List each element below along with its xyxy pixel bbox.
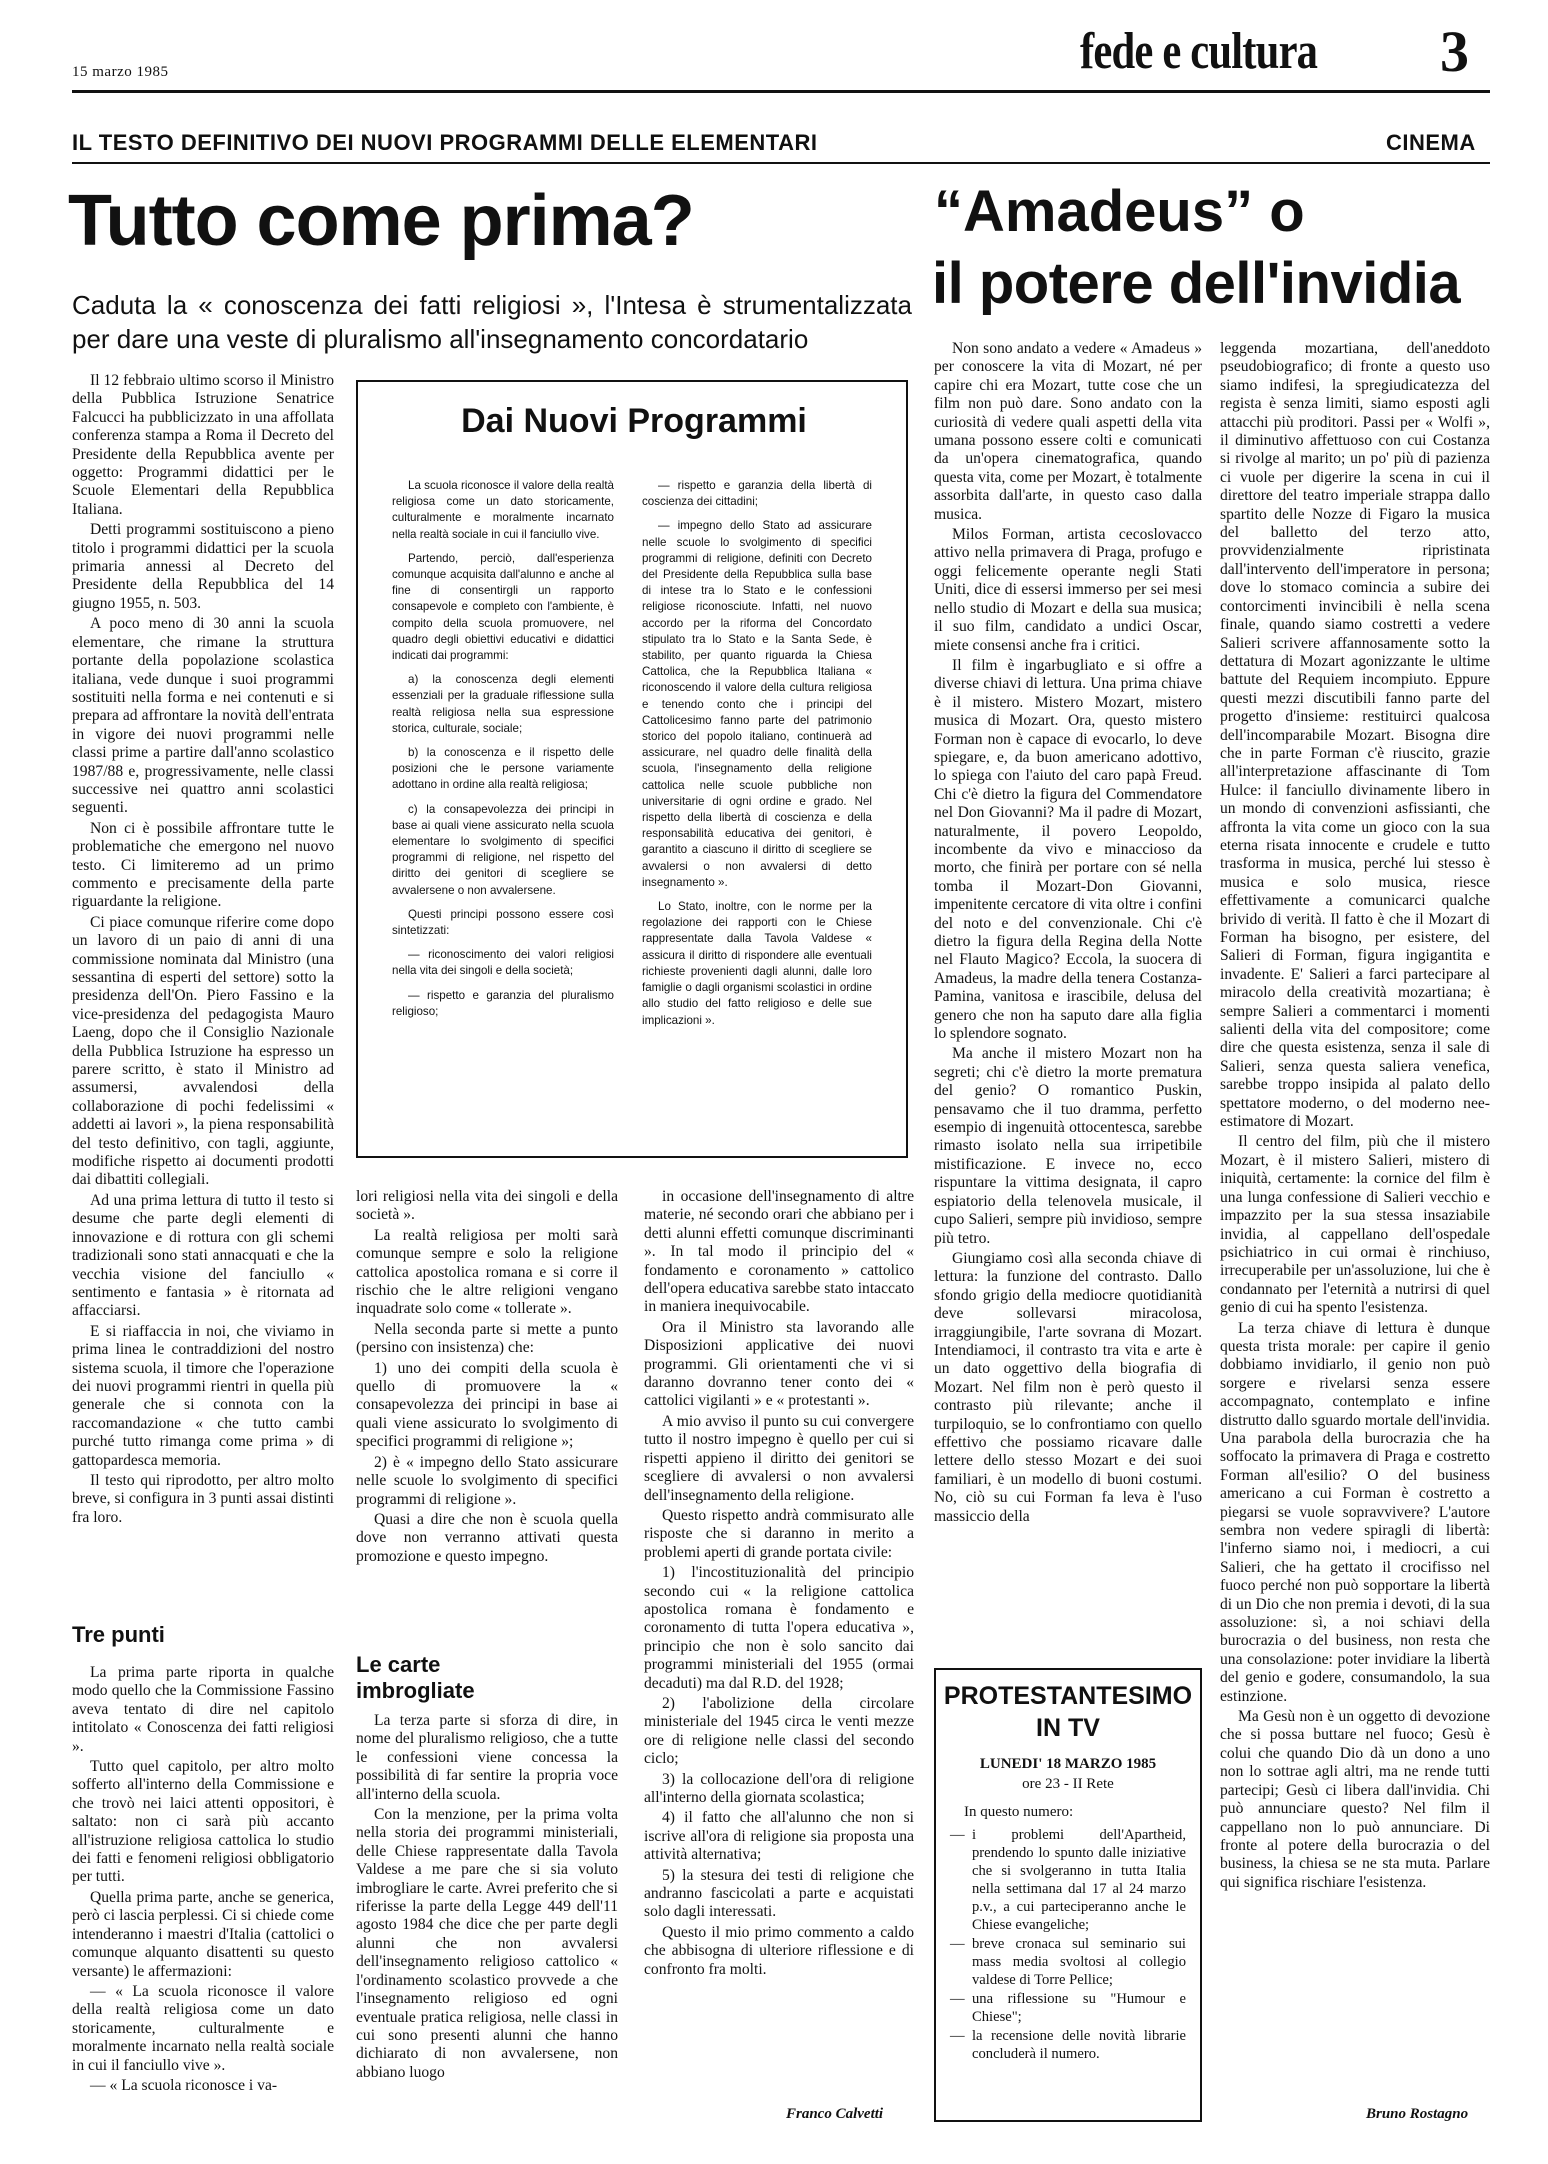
box-paragraph: b) la conoscenza e il rispetto delle posizioni che le persone variamente adottano in ordine alla realtà religiosa; <box>392 746 614 792</box>
heading-tre-punti: Tre punti <box>72 1622 165 1647</box>
tv-items <box>950 1826 1186 2063</box>
paragraph: Il 12 febbraio ultimo scorso il Ministro della Pubblica Istruzione Senatrice Falcucci ha pubblicizzato in una affollata conferenza stampa a Roma il Decreto del Presidente della Repubblica avente per oggetto: Programmi didattici per le Scuole Elementari della Repubblica Italiana. <box>72 372 334 518</box>
box-paragraph: Partendo, perciò, dall'esperienza comunque acquisita dall'alunno e anche al fine di consentirgli un rapporto consapevole e completo con l'ambiente, è compito della scuola promuovere, nel quadro degli obiettivi educativi e didattici indicati dai programmi: <box>392 551 614 663</box>
paragraph: Non sono andato a vedere « Amadeus » per conoscere la vita di Mozart, né per capire chi era Mozart, tutte cose che un film non può dare. Sono andato con la curiosità di vedere quali aspetti della vita umana possono essere colti e comunicati da un'opera cinematografica, quando questa vita, come per Mozart, è totalmente assorbita dall'arte, in questo caso dalla musica. <box>934 340 1202 523</box>
paragraph: 1) l'incostituzionalità del principio secondo cui « la religione cattolica apostolica romana è fondamento e coronamento di tutta l'opera educativa », principio che non è solo sancito dai programmi ministeriali del 1955 (ormai decaduti) ma dal R.D. del 1928; <box>644 1564 914 1692</box>
programmi-box <box>356 380 908 1158</box>
paragraph: — « La scuola riconosce i va- <box>90 2076 278 2094</box>
masthead-rule <box>72 90 1490 93</box>
paragraph: Ci piace comunque riferire come dopo un lavoro di un paio di anni di una commissione nominata dal Ministro (una sessantina di esperti del settore) sotto la presidenza dell'On. Piero Fassino e la vice-presidenza del pedagogista Mauro Laeng, dopo che il Consiglio Nazionale della Pubblica Istruzione ha espresso un parere scritto, è stato il Ministro ad assumersi, avvalendosi della collaborazione di pochi fedelissimi « addetti ai lavori », la piena responsabilità del testo definitivo, con tagli, aggiunte, modifiche rispetto ai documenti prodotti dai dibattiti collegiali. <box>72 913 334 1189</box>
paragraph: Ora il Ministro sta lavorando alle Disposizioni applicative dei nuovi programmi. Gli orientamenti che vi si daranno dovranno tener conto dei « cattolici vigilanti » e « protestanti ». <box>644 1318 914 1410</box>
box-paragraph: — impegno dello Stato ad assicurare nelle scuole lo svolgimento di specifici programmi di religione, definiti con Decreto del Presidente della Repubblica sulla base di intese tra lo Stato e le confessioni religiose riconosciute. Infatti, nel nuovo accordo per la riforma del Concordato stipulato tra lo Stato e la Santa Sede, è stabilito, per quanto riguarda la Chiesa Cattolica, che la Repubblica Italiana « riconoscendo il valore della cultura religiosa e tenendo conto che i principi del Cattolicesimo fanno parte del patrimonio storico del popolo italiano, continuerà ad assicurare, nel quadro delle finalità della scuola, l'insegnamento della religione cattolica nelle scuole pubbliche non universitarie di ogni ordine e grado. Nel rispetto della libertà di coscienza e della responsabilità educativa dei genitori, è garantito a ciascuno il diritto di scegliere se avvalersi o non avvalersi di detto insegnamento ». <box>642 519 872 889</box>
article-kicker: IL TESTO DEFINITIVO DEI NUOVI PROGRAMMI DELLE ELEMENTARI <box>72 130 818 155</box>
paragraph: Quasi a dire che non è scuola quella dove non verranno attivati questa promozione e questo impegno. <box>356 1510 618 1565</box>
paragraph: 1) uno dei compiti della scuola è quello di promuovere la « consapevolezza dei principi in base ai quali viene assicurato lo svolgimento di specifici programmi di religione »; <box>356 1359 618 1451</box>
heading-le-carte: Le carte imbrogliate <box>356 1652 475 1703</box>
tv-intro: In questo numero: <box>964 1804 1074 1820</box>
cinema-title-line2: il potere dell'invidia <box>932 251 1461 316</box>
paragraph: 5) la stesura dei testi di religione che andranno fascicolati a parte e acquistati solo dagli interessati. <box>644 1866 914 1921</box>
paragraph: Ad una prima lettura di tutto il testo si desume che parte degli elementi di innovazione e di rottura con gli schemi tradizionali sono stati annacquati e che la vecchia visione del fanciullo « sentimento e fantasia » è ritornata ad affacciarsi. <box>72 1191 334 1320</box>
box-col-2 <box>642 478 872 1148</box>
paragraph: 4) il fatto che all'alunno che non si iscrive all'ora di religione sia proposta una attività alternativa; <box>644 1809 914 1864</box>
paragraph: Il centro del film, più che il mistero Mozart, è il mistero Salieri, mistero di iniquità, certamente: la cornice del film è una lunga confessione di Salieri vecchio e impazzito per la sua stessa insaziabile invidia, al cappellano dell'ospedale psichiatrico in cui ormai è rinchiuso, irrecuperabile per un'assoluzione, lui che è condannato per l'eternità a nutrirsi di quel genio di cui ha spento l'esistenza. <box>1220 1133 1490 1317</box>
box-paragraph: — riconoscimento dei valori religiosi nella vita dei singoli e della società; <box>392 948 614 978</box>
tv-item: — i problemi dell'Apartheid, prendendo lo spunto dalle iniziative che si svolgeranno in tutta Italia nella settimana dal 17 al 24 marzo p.v., a cui parteciperanno anche le Chiese evangeliche; <box>950 1827 1186 1933</box>
right-col-1 <box>934 340 1202 1658</box>
paragraph: Milos Forman, artista cecoslovacco attivo nella primavera di Praga, profugo e oggi felicemente operante negli Stati Uniti, dice di essersi immerso per sei mesi nello studio di Mozart e della sua musica; il suo film, candidato a undici Oscar, miete consensi anche fra i critici. <box>934 526 1202 654</box>
tv-time: ore 23 - II Rete <box>1022 1776 1114 1792</box>
box-paragraph: Questi principi possono essere così sintetizzati: <box>392 907 614 938</box>
paragraph: Non ci è possibile affrontare tutte le problematiche che emergono nel nuovo testo. Ci limiteremo ad un primo commento e precisamente della parte riguardante la religione. <box>72 819 334 911</box>
paragraph: Quella prima parte, anche se generica, però ci lascia perplessi. Ci si chiede come intenderanno i maestri d'Italia (cattolici o comunque alquanto disattenti su questo versante) le affermazioni: <box>72 1888 334 1980</box>
page-number: 3 <box>1440 19 1469 84</box>
tv-box-title-2: IN TV <box>1036 1714 1100 1742</box>
paragraph: — « La scuola riconosce il valore della realtà religiosa come un dato storicamente, culturalmente e moralmente incarnato nella realtà sociale in cui il fanciullo vive ». <box>72 1982 334 2074</box>
left-col-2 <box>356 1188 618 1632</box>
tv-item: — breve cronaca sul seminario sui mass media svoltosi al collegio valdese di Torre Pellice; <box>950 1936 1186 1988</box>
section-title: fede e cultura <box>1080 23 1318 80</box>
box-paragraph: — rispetto e garanzia del pluralismo religioso; <box>392 988 614 1018</box>
left-col-3 <box>644 1188 914 2098</box>
left-col-1-lower <box>72 1664 334 2120</box>
issue-date: 15 marzo 1985 <box>72 64 169 80</box>
signature-calvetti: Franco Calvetti <box>786 2106 884 2122</box>
paragraph: in occasione dell'insegnamento di altre materie, né secondo orari che abbiano per i detti alunni effetti comunque discriminanti ». In tal modo il principio del « fondamento e coronamento » cattolico dell'opera educativa sarebbe stato intaccato in maniera inequivocabile. <box>644 1188 914 1316</box>
box-title: Dai Nuovi Programmi <box>461 402 807 440</box>
paragraph: Nella seconda parte si mette a punto (persino con insistenza) che: <box>356 1320 618 1357</box>
cinema-title-line1: “Amadeus” o <box>934 179 1305 244</box>
paragraph: A poco meno di 30 anni la scuola elementare, che rimane la struttura portante della popolazione scolastica italiana, vede dunque i suoi programmi sostituiti nella forma e nei contenuti e si prepara ad affrontare la novità dell'entrata in vigore dei nuovi programmi nelle classi prime a partire dall'anno scolastico 1987/88 e, progressivamente, nelle classi successive nei quattro anni scolastici seguenti. <box>72 615 334 817</box>
paragraph: 2) l'abolizione della circolare ministeriale del 1945 circa le venti mezze ore di religione nelle classi del secondo ciclo; <box>644 1694 914 1768</box>
paragraph: Tutto quel capitolo, per altro molto sofferto all'interno della Commissione e che trovò nei laici attenti oppositori, è saltato: non ci sarà più accanto all'istruzione religiosa cattolica lo studio dei fatti e fenomeni religiosi obbligatorio per tutti. <box>72 1758 334 1886</box>
paragraph: Questo rispetto andrà commisurato alle risposte che si daranno in merito a problemi aperti di grande portata civile: <box>644 1506 914 1561</box>
paragraph: Ma anche il mistero Mozart non ha segreti; chi c'è dietro la morte prematura del genio? O romantico Puskin, pensavamo che il tuo dramma, perfetto esempio di ingenuità ottocentesca, sarebbe rimasto isolato nella sua irripetibile mistificazione. E invece no, ecco rispuntare la vittima designata, il capro espiatorio della telenovela musicale, il cupo Salieri, sempre più invidioso, sempre più tetro. <box>934 1045 1202 1247</box>
box-paragraph: La scuola riconosce il valore della realtà religiosa come un dato storicamente, culturalmente e moralmente incarnato nella realtà sociale in cui il fanciullo vive. <box>392 479 614 541</box>
box-paragraph: c) la consapevolezza dei principi in base ai quali viene assicurato nella scuola elementare lo svolgimento di specifici programmi di religione, nel rispetto del diritto dei genitori di scegliere se avvalersene o non avvalersene. <box>392 802 614 897</box>
box-paragraph: a) la conoscenza degli elementi essenziali per la graduale riflessione sulla realtà religiosa nella sua espressione storica, culturale, sociale; <box>392 673 614 735</box>
paragraph: 3) la collocazione dell'ora di religione all'interno della giornata scolastica; <box>644 1770 914 1806</box>
paragraph: Ma Gesù non è un oggetto di devozione che si possa buttare nel fuoco; Gesù è colui che quando Dio dà un dono a uno non lo sottrae agli altri, ma ne rende tutti partecipi; Gesù ci libera dall'invidia. Chi può annunciare questo? Nel film il cappellano non lo può annunciare. Di fronte al potere della burocrazia o del business, la chiesa se ne sta muta. Parlare qui significa rischiare l'esistenza. <box>1220 1708 1490 1891</box>
signature-rostagno: Bruno Rostagno <box>1366 2106 1469 2122</box>
tv-date: LUNEDI' 18 MARZO 1985 <box>979 1756 1157 1772</box>
paragraph: La terza parte si sforza di dire, in nome del pluralismo religioso, che a tutte le confessioni viene concessa la possibilità di far sentire la propria voce all'interno della scuola. <box>356 1712 618 1803</box>
paragraph: La prima parte riporta in qualche modo quello che la Commissione Fassino aveva tentato di dire nel capitolo intitolato « Conoscenza dei fatti religiosi ». <box>72 1664 334 1755</box>
box-paragraph: — rispetto e garanzia della libertà di coscienza dei cittadini; <box>642 479 872 509</box>
paragraph: Giungiamo così alla seconda chiave di lettura: la funzione del contrasto. Dallo sfondo grigio della mediocre quotidianità deve sollevarsi miracolosa, irraggiungibile, l'arte sovrana di Mozart. Intendiamoci, il contrasto tra vita e arte è un dato oggettivo della biografia di Mozart. Nel film non è però questo il contrasto più rilevante; anche il turpiloquio, se lo confrontiamo con quello effettivo che possiamo ricavare dalle lettere dello stesso Mozart e dei suoi familiari, è un modello di buoni costumi. No, ciò su cui Forman fa leva è l'uso massiccio della <box>934 1249 1202 1525</box>
right-kicker: CINEMA <box>1386 130 1476 155</box>
article-subtitle: Caduta la « conoscenza dei fatti religiosi », l'Intesa è strumentalizzata per dare una veste di pluralismo all'insegnamento concordatario <box>72 290 912 354</box>
paragraph: 2) è « impegno dello Stato assicurare nelle scuole lo svolgimento di specifici programmi di religione ». <box>356 1453 618 1508</box>
paragraph: Il film è ingarbugliato e si offre a diverse chiavi di lettura. Una prima chiave è il mistero. Mistero Mozart, mistero musica di Mozart. Ora, questo mistero Forman non è capace di evocarlo, lo deve spiegare, e, da buon americano adottivo, lo spiega con l'aiuto del caro papà Freud. Chi c'è dietro la figura del Commendatore nel Don Giovanni? Ma il padre di Mozart, naturalmente, il povero Leopoldo, incombente da vivo e minaccioso da morto, che finirà per portare con sé nella tomba il Mozart-Don Giovanni, impenitente cercatore di vita oltre i confini del noto e del convenzionale. Chi c'è dietro la figura della Regina della Notte nel Flauto Magico? Eccola, la suocera di Amadeus, la madre della tenera Costanza-Pamina, vanitosa e irascibile, delusa del genero che non ha saputo dare alla figlia lo splendore sognato. <box>934 656 1202 1043</box>
paragraph: Con la menzione, per la prima volta nella storia dei programmi ministeriali, delle Chiese rappresentate dalla Tavola Valdese a me pare che si sia voluto imbrogliare le carte. Avrei preferito che si riferisse la parte della Legge 449 dell'11 agosto 1984 che dice che per parte degli alunni che non avvalersi dell'insegnamento religioso cattolico « l'ordinamento scolastico provvede a che l'insegnamento religioso ed ogni eventuale pratica religiosa, nelle classi in cui sono presenti alunni che hanno dichiarato di non avvalersene, non abbiano luogo <box>356 1806 618 2081</box>
paragraph: lori religiosi nella vita dei singoli e della società ». <box>356 1188 618 1224</box>
tv-box <box>934 1668 1202 2122</box>
kicker-rule <box>72 162 1490 164</box>
left-col-1 <box>72 372 334 1542</box>
article-title: Tutto come prima? <box>68 181 694 261</box>
left-col-2-lower <box>356 1712 618 2120</box>
paragraph: La realtà religiosa per molti sarà comunque sempre e solo la religione cattolica apostolica romana e si corre il rischio che le altre religioni vengano inquadrate solo come « tollerate ». <box>356 1226 618 1318</box>
tv-item: — la recensione delle novità librarie concluderà il numero. <box>950 2028 1186 2062</box>
box-paragraph: Lo Stato, inoltre, con le norme per la regolazione dei rapporti con le Chiese rappresentate dalla Tavola Valdese « assicura il diritto di rispondere alle eventuali richieste provenienti dagli alunni, dalle loro famiglie o dagli organismi scolastici in ordine allo studio del fatto religioso e delle sue implicazioni ». <box>642 900 872 1027</box>
right-col-2 <box>1220 340 1490 2100</box>
paragraph: leggenda mozartiana, dell'aneddoto pseudobiografico; di fronte a questo uso siamo indifesi, la spregiudicatezza del regista è senza limiti, siamo esposti agli attacchi più proditori. Passi per « Wolfi », il diminutivo affettuoso con cui Costanza si rivolge al marito; un po' più di pazienza ci vuole per digerire la scena in cui il direttore del teatro imperiale strappa dallo spartito delle Nozze di Figaro la musica del balletto del terzo atto, provvidenzialmente ripristinata dall'intervento dell'imperatore in persona; dove lo stomaco comincia a subire dei contorcimenti invincibili è nella scena finale, quando siamo costretti a vedere Salieri scrivere affannosamente sotto la dettatura di Mozart agonizzante le ultime battute del Requiem incompiuto. Eppure questi mezzi discutibili fanno parte del progetto d'insieme: restituirci qualcosa dell'incomparabile Mozart. Bisogna dire che in parte Forman c'è riuscito, grazie all'interpretazione affascinante di Tom Hulce: il fanciullo divinamente libero in un mondo di convenzioni asfissianti, che affronta la vita come un gioco con la sua eterna risata innocente e crudele e tutto trasforma in musica, perché lui stesso è musica e solo musica, riesce effettivamente a comunicarci qualche brivido di verità. Il fatto è che il Mozart di Forman ha bisogno, per esistere, del Salieri di Forman, figura ingigantita e invadente. E' Salieri a farci partecipare al miracolo della creatività mozartiana; è sempre Salieri a commentarci i momenti salienti della vita del compositore; come dire che questa esistenza, senza il sale di Salieri, senza questa saliera venefica, sarebbe troppo insipida al palato dello spettatore moderno, o del moderno nee-estimatore di Mozart. <box>1220 340 1490 1131</box>
paragraph: E si riaffaccia in noi, che viviamo in prima linea le contraddizioni del nostro sistema scuola, il timore che l'operazione dei nuovi programmi rientri in quella più generale che si connota con la raccomandazione « che tutto cambi purché tutto rimanga come prima » di gattopardesca memoria. <box>72 1322 334 1469</box>
paragraph: Detti programmi sostituiscono a pieno titolo i programmi didattici per la scuola primaria annessi al Decreto del Presidente della Repubblica del 14 giugno 1955, n. 503. <box>72 521 334 612</box>
paragraph: Questo il mio primo commento a caldo che abbisogna di ulteriore riflessione e di confronto fra molti. <box>644 1923 914 1978</box>
paragraph: A mio avviso il punto su cui convergere tutto il nostro impegno è quello per cui si rispetti appieno il diritto dei genitori se scegliere di avvalersi o non avvalersi dell'insegnamento della religione. <box>644 1412 914 1504</box>
paragraph: La terza chiave di lettura è dunque questa trista morale: per capire il genio dobbiamo invidiarlo, il genio non può sorgere e rivelarsi senza essere accompagnato, contemplato e infine distrutto dallo sguardo mortale dell'invidia. Una parabola della burocrazia che ha soffocato la primavera di Praga e costretto Forman all'esilio? O del business americano a cui Forman è costretto a piegarsi se vuole sopravvivere? L'autore sembra non vedere spiragli di libertà: l'inferno siamo noi, i mediocri, a cui Salieri, che ha gettato il crocifisso nel fuoco perché non può sopportare la libertà di un Dio che non premia i devoti, di la sua assoluzione: sì, a noi schiavi della burocrazia o del business, non resta che una consolazione: poter invidiare la libertà del genio e godere, consumandolo, la sua estinzione. <box>1220 1319 1490 1705</box>
paragraph: Il testo qui riprodotto, per altro molto breve, si configura in 3 punti assai distinti fra loro. <box>72 1471 334 1526</box>
tv-box-title-1: PROTESTANTESIMO <box>943 1682 1193 1710</box>
box-col-1 <box>392 478 614 1148</box>
tv-item: — una riflessione su "Humour e Chiese"; <box>950 1991 1186 2025</box>
